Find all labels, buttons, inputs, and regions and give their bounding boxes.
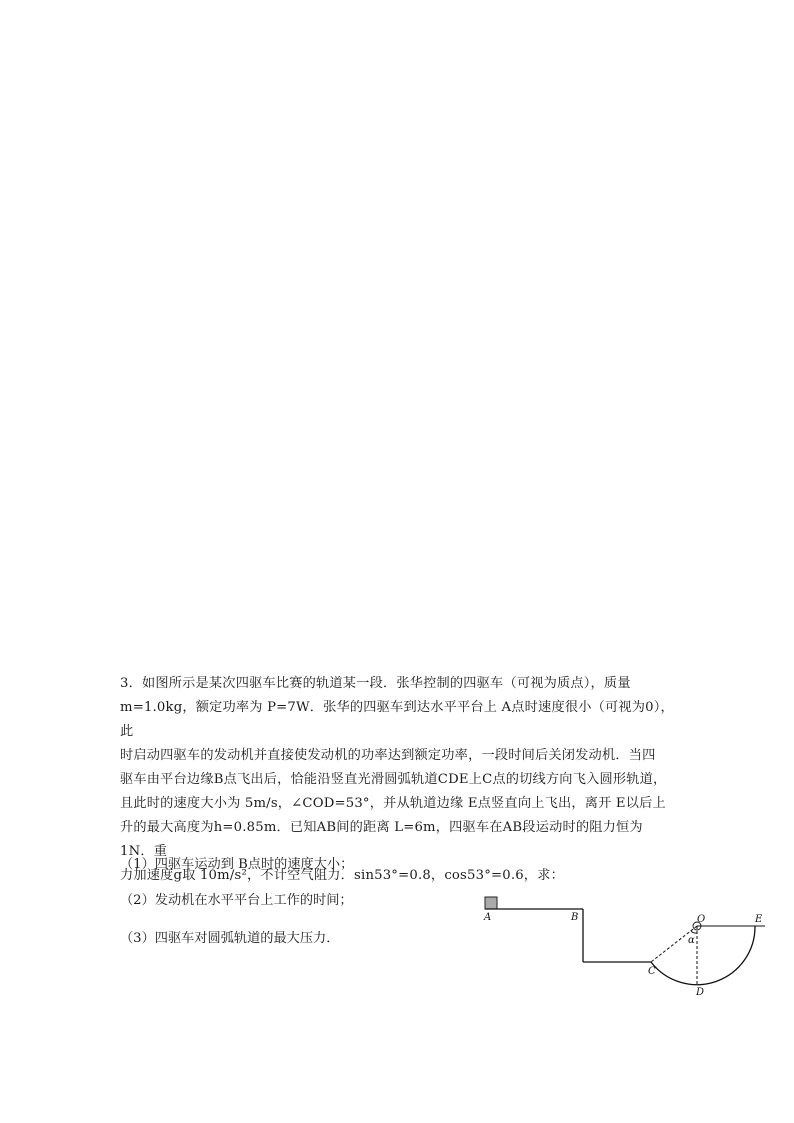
problem-line: 升的最大高度为h=0.85m．已知AB间的距离 L=6m，四驱车在AB段运动时的阻力恒为 1N．重	[120, 820, 643, 859]
problem-line: 3．如图所示是某次四驱车比赛的轨道某一段．张华控制的四驱车（可视为质点），质量	[120, 676, 631, 691]
question-1: （1）四驱车运动到 B点时的速度大小；	[120, 857, 354, 872]
question-2: （2）发动机在水平平台上工作的时间；	[120, 893, 353, 908]
question-3: （3）四驱车对圆弧轨道的最大压力．	[120, 931, 340, 946]
problem-line: 力加速度g取 10m/s²，不计空气阻力．sin53°=0.8，cos53°=0.6，求：	[120, 868, 564, 883]
problem-line: 驱车由平台边缘B点飞出后，恰能沿竖直光滑圆弧轨道CDE上C点的切线方向飞入圆形轨道，	[120, 772, 667, 787]
angle-arc	[691, 931, 697, 933]
track-diagram	[470, 880, 780, 1005]
label-d: D	[696, 987, 705, 998]
arc-cde	[651, 926, 755, 985]
label-alpha: α	[688, 935, 695, 946]
problem-line: m=1.0kg，额定功率为 P=7W．张华的四驱车到达水平平台上 A点时速度很小（可视为0），此	[120, 700, 674, 739]
label-b: B	[571, 912, 579, 923]
label-o: O	[697, 914, 706, 925]
problem-line: 时启动四驱车的发动机并直接使发动机的功率达到额定功率，一段时间后关闭发动机．当四	[120, 748, 656, 763]
label-c: C	[648, 966, 656, 977]
label-a: A	[484, 912, 492, 923]
problem-line: 且此时的速度大小为 5m/s，∠COD=53°，并从轨道边缘 E点竖直向上飞出，离开 E以后上	[120, 796, 666, 811]
label-e: E	[755, 914, 763, 925]
car-block	[485, 897, 497, 909]
